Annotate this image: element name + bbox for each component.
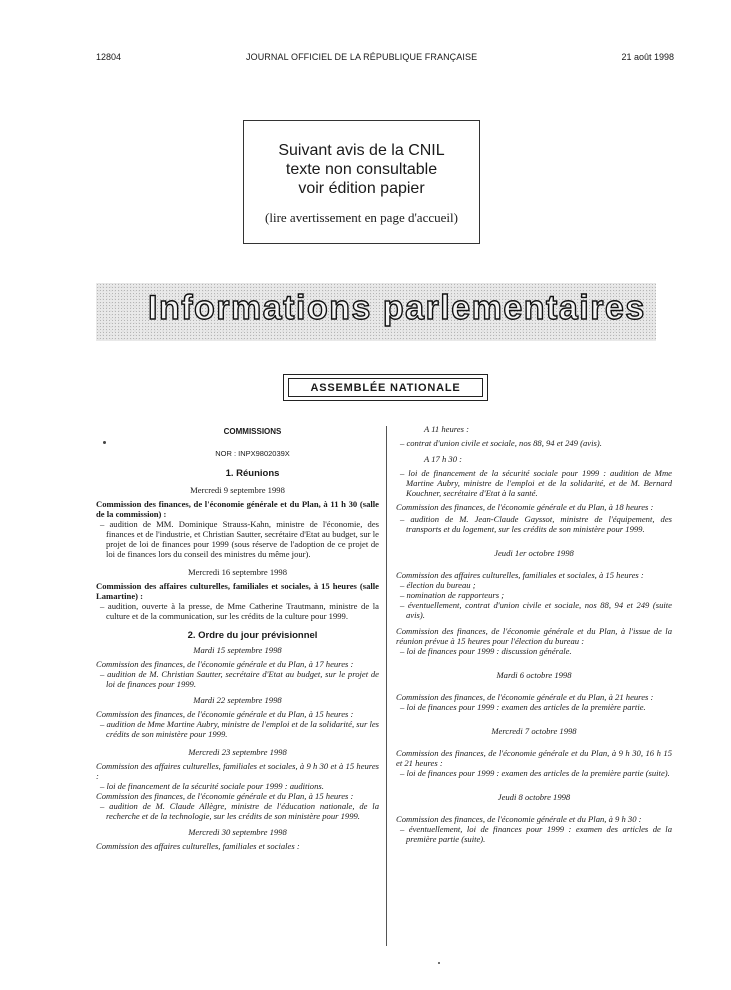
date-heading: Mercredi 23 septembre 1998 <box>188 747 287 757</box>
column-divider <box>386 426 387 946</box>
list-item: – loi de financement de la sécurité sociale pour 1999 : auditions. <box>100 781 324 791</box>
assembly-heading: ASSEMBLÉE NATIONALE <box>288 378 483 397</box>
paragraph: Commission des finances, de l'économie générale et du Plan, à 21 heures : <box>396 692 654 702</box>
speck <box>438 962 440 964</box>
list-item: – nomination de rapporteurs ; <box>400 590 505 600</box>
list-item: – loi de finances pour 1999 : discussion générale. <box>400 646 572 656</box>
paragraph: Commission des finances, de l'économie générale et du Plan, à 9 h 30 : <box>396 814 642 824</box>
cnil-notice-box <box>243 120 480 244</box>
date-heading: Jeudi 8 octobre 1998 <box>497 792 571 802</box>
section-heading: 1. Réunions <box>225 468 280 479</box>
right-column <box>396 424 672 844</box>
paragraph: Commission des finances, de l'économie générale et du Plan, à 15 heures : <box>96 791 354 801</box>
cnil-line-1: Suivant avis de la CNIL <box>278 142 445 159</box>
list-item: – audition de M. Christian Sautter, secrétaire d'Etat au budget, sur le projet de loi de finances pour 1999. <box>100 669 379 689</box>
paragraph: Commission des affaires culturelles, familiales et sociales : <box>96 841 300 851</box>
journal-title: JOURNAL OFFICIEL DE LA RÉPUBLIQUE FRANÇAISE <box>246 52 478 62</box>
paragraph: Commission des finances, de l'économie générale et du Plan, à l'issue de la réunion prévue à 15 heures pour l'élection du bureau : <box>396 626 672 646</box>
date-heading: Mercredi 7 octobre 1998 <box>491 726 577 736</box>
paragraph: Commission des finances, de l'économie générale et du Plan, à 9 h 30, 16 h 15 et 21 heures : <box>396 748 672 768</box>
list-item: – contrat d'union civile et sociale, nos 88, 94 et 249 (avis). <box>400 438 602 448</box>
date-heading: Mercredi 16 septembre 1998 <box>187 567 288 577</box>
list-item: – loi de financement de la sécurité sociale pour 1999 : audition de Mme Martine Aubry, ministre de l'emploi et de la solidarité, et de M. Bernard Kouchner, secrétaire d'Etat à la santé. <box>400 468 672 498</box>
left-column <box>96 427 379 851</box>
date-heading: Jeudi 1er octobre 1998 <box>494 548 574 558</box>
date-heading: Mardi 15 septembre 1998 <box>193 645 282 655</box>
paragraph: Commission des finances, de l'économie générale et du Plan, à 18 heures : <box>396 502 654 512</box>
list-item: – loi de finances pour 1999 : examen des articles de la première partie (suite). <box>400 768 670 778</box>
list-item: – éventuellement, contrat d'union civile et sociale, nos 88, 94 et 249 (suite avis). <box>400 600 672 620</box>
date-heading: Mercredi 9 septembre 1998 <box>190 485 285 495</box>
cnil-line-4: (lire avertissement en page d'accueil) <box>265 210 458 225</box>
section-heading: 2. Ordre du jour prévisionnel <box>187 630 318 641</box>
time-heading: A 17 h 30 : <box>424 454 463 464</box>
list-item: – audition de MM. Dominique Strauss-Kahn, ministre de l'économie, des finances et de l'industrie, et Christian Sautter, secrétaire d'Etat au budget, sur le projet de loi de finances pour 1999 (sous réserve de l'adoption de ce projet de loi de finances lors du conseil des ministres du même jour). <box>100 519 379 559</box>
paragraph: Commission des affaires culturelles, familiales et sociales, à 9 h 30 et à 15 heures : <box>96 761 379 781</box>
cnil-line-3: voir édition papier <box>298 180 425 197</box>
list-item: – audition de M. Jean-Claude Gayssot, ministre de l'équipement, des transports et du logement, sur les crédits de son ministère pour 1999. <box>400 514 672 534</box>
paragraph: Commission des finances, de l'économie générale et du Plan, à 17 heures : <box>96 659 354 669</box>
paragraph: Commission des finances, de l'économie générale et du Plan, à 11 h 30 (salle de la commission) : <box>96 499 379 519</box>
date-heading: Mardi 6 octobre 1998 <box>496 670 572 680</box>
page-number: 12804 <box>96 52 122 62</box>
assembly-heading-box <box>283 374 488 401</box>
paragraph: Commission des affaires culturelles, familiales et sociales, à 15 heures : <box>396 570 644 580</box>
paragraph: Commission des affaires culturelles, familiales et sociales, à 15 heures (salle Lamartine) : <box>96 581 379 601</box>
list-item: – audition de M. Claude Allègre, ministre de l'éducation nationale, de la recherche et de la technologie, sur les crédits de son ministère pour 1999. <box>100 801 379 821</box>
list-item: – élection du bureau ; <box>400 580 476 590</box>
paragraph: Commission des finances, de l'économie générale et du Plan, à 15 heures : <box>96 709 354 719</box>
list-item: – loi de finances pour 1999 : examen des articles de la première partie. <box>400 702 646 712</box>
list-item: – éventuellement, loi de finances pour 1999 : examen des articles de la première partie (suite). <box>400 824 672 844</box>
cnil-line-2: texte non consultable <box>285 161 438 178</box>
list-item: – audition de Mme Martine Aubry, ministre de l'emploi et de la solidarité, sur les crédits de son ministère pour 1999. <box>100 719 379 739</box>
commissions-heading: COMMISSIONS <box>223 427 282 436</box>
publication-date: 21 août 1998 <box>621 52 674 62</box>
date-heading: Mercredi 30 septembre 1998 <box>188 827 287 837</box>
section-banner-title: Informations parlementaires <box>148 289 646 327</box>
list-item: – audition, ouverte à la presse, de Mme Catherine Trautmann, ministre de la culture et de la communication, sur les crédits de la culture pour 1999. <box>100 601 379 621</box>
date-heading: Mardi 22 septembre 1998 <box>193 695 282 705</box>
time-heading: A 11 heures : <box>424 424 469 434</box>
nor-reference: NOR : INPX9802039X <box>215 449 290 458</box>
